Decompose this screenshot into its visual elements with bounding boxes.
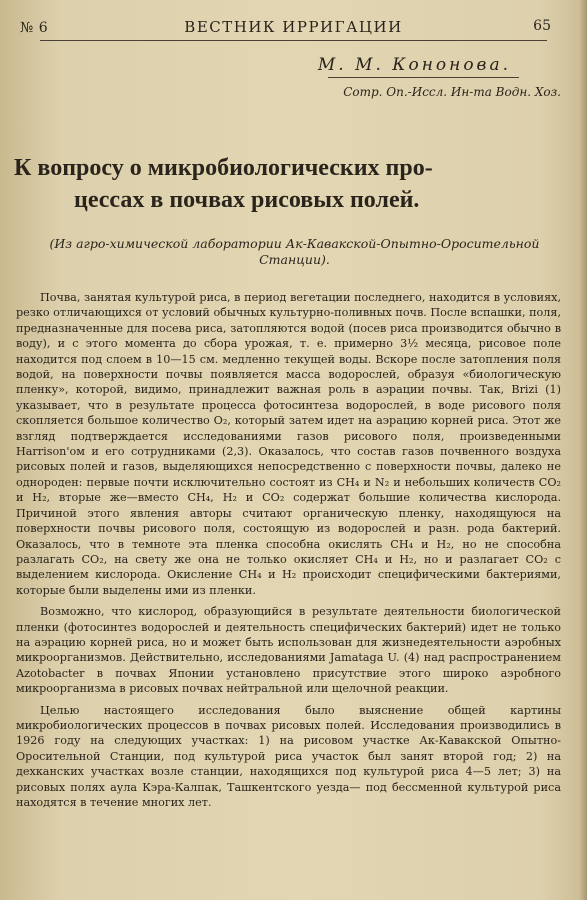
article-title <box>14 152 547 216</box>
article-subtitle: (Из агро-химической лаборатории Ак-Кавакской-Опытно-Оросительной Станции). <box>49 236 540 267</box>
body-paragraph: Почва, занятая культурой риса, в период вегетации последнего, находится в условиях, резко отличающихся от условий обычных культурно-поливных почв. После вспашки, поля, предназначенные для посева риса, затопляются водой (посев риса производится обычно в воду), и с этого момента до сбора урожая, т. е. примерно 3½ месяца, рисовое поле находится под слоем в 10—15 см. медленно текущей воды. Вскоре после затопления поля водой, на поверхности почвы появляется масса водорослей, образуя «биологическую пленку», которой, видимо, принадлежит важная роль в аэрации почвы. Так, Brizi (1) указывает, что в результате процесса фотосинтеза водорослей, в воде рисового поля скопляется большое количество O₂, который затем идет на аэрацию корней риса. Этот же взгляд подтверждается исследованиями газов рисового поля, произведенными Harrison'ом и его сотрудниками (2,3). Оказалось, что состав газов почвенного воздуха рисовых полей и газов, выделяющихся непосредственно с поверхности почвы, далеко не однороден: первые почти исключительно состоят из CH₄ и N₂ и небольших количеств CO₂ и H₂, вторые же—вместо CH₄, H₂ и CO₂ содержат большие количества кислорода. Причиной этого явления авторы считают органическую пленку, находящуюся на поверхности почвы рисового поля, состоящую из водорослей и разн. рода бактерий. Оказалось, что в темноте эта пленка способна окислять CH₄ и H₂, но не способна разлагать CO₂, на свету же она не только окисляет CH₄ и H₂, но и разлагает CO₂ с выделением кислорода. Окисление CH₄ и H₂ происходит специфическими бактериями, которые были выделены ими из пленки. <box>16 291 562 597</box>
issue-number: № 6 <box>20 20 49 36</box>
running-head <box>20 18 551 41</box>
author-rule <box>328 77 519 78</box>
author-name: М. М. Кононова. <box>317 55 511 75</box>
author-affiliation: Сотр. Оп.-Иссл. Ин-та Водн. Хоз. <box>343 85 561 99</box>
body-paragraph: Целью настоящего исследования было выяснение общей картины микробиологических процессов в почвах рисовых полей. Исследования производились в 1926 году на следующих участках: 1) на рисовом участке Ак-Кавакской Опытно-Оросительной Станции, под культурой риса участок был занят второй год; 2) на дехканских участках возле станции, находящихся под культурой риса 4—5 лет; 3) на рисовых полях аула Кэра-Калпак, Ташкентского уезда— под бессменной культурой риса находятся в течение многих лет. <box>16 703 561 809</box>
journal-title: ВЕСТНИК ИРРИГАЦИИ <box>184 18 403 36</box>
title-line-1: К вопросу о микробиологических про- <box>14 155 433 181</box>
title-line-2: цессах в почвах рисовых полей. <box>74 187 420 213</box>
page-edge-shadow <box>579 0 587 900</box>
body-paragraph: Возможно, что кислород, образующийся в результате деятельности биологической пленки (фотосинтез водорослей и деятельность специфических бактерий) идет не только на аэрацию корней риса, но и может быть использован для жизнедеятельности аэробных микроорганизмов. Действительно, исследованиями Jamataga U. (4) над распространением Azotobacter в почвах Японии установлено присутствие этого широко аэробного микроорганизма в рисовых почвах нейтральной или щелочной реакции. <box>16 605 561 696</box>
page-number: 65 <box>533 18 551 34</box>
article-body <box>16 290 561 810</box>
